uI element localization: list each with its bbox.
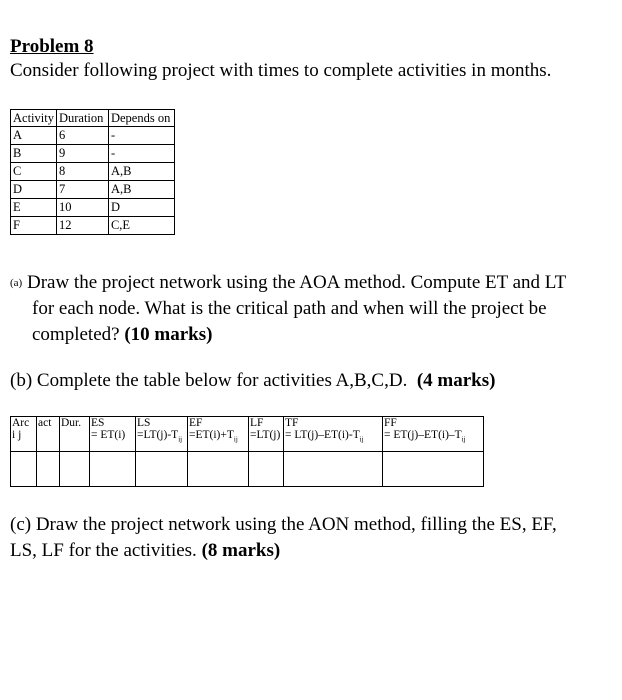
ls-formula-subscript: ij bbox=[178, 435, 183, 444]
header-act: act bbox=[37, 417, 60, 452]
depends-cell: - bbox=[108, 145, 174, 163]
part-a-label: (a) bbox=[10, 277, 23, 289]
empty-cell bbox=[136, 452, 188, 487]
depends-cell: C,E bbox=[108, 217, 174, 235]
part-a-line-1: Draw the project network using the AOA method. Compute ET and LT bbox=[26, 272, 567, 293]
schedule-table bbox=[10, 416, 484, 487]
empty-cell bbox=[90, 452, 136, 487]
duration-cell: 9 bbox=[56, 145, 108, 163]
schedule-empty-row bbox=[11, 452, 484, 487]
part-b-question bbox=[10, 368, 495, 394]
empty-cell bbox=[37, 452, 60, 487]
table-row bbox=[11, 217, 175, 235]
header-depends-on: Depends on bbox=[108, 110, 174, 127]
tf-formula: = LT(j)–ET(i)-T bbox=[285, 429, 360, 441]
header-tf bbox=[284, 417, 383, 452]
problem-title: Problem 8 bbox=[10, 36, 94, 57]
tf-label: TF bbox=[285, 417, 299, 429]
header-arc bbox=[11, 417, 37, 452]
ef-formula: =ET(i)+T bbox=[189, 429, 234, 441]
header-ff bbox=[383, 417, 484, 452]
depends-cell: - bbox=[108, 127, 174, 145]
es-formula: = ET(i) bbox=[91, 429, 126, 441]
table-row bbox=[11, 199, 175, 217]
lf-label: LF bbox=[250, 417, 264, 429]
table-row bbox=[11, 181, 175, 199]
part-a-question bbox=[10, 270, 610, 348]
es-label: ES bbox=[91, 417, 105, 429]
part-b-marks: (4 marks) bbox=[416, 370, 496, 391]
empty-cell bbox=[60, 452, 90, 487]
header-lf bbox=[249, 417, 284, 452]
ef-formula-subscript: ij bbox=[233, 435, 238, 444]
duration-cell: 12 bbox=[56, 217, 108, 235]
empty-cell bbox=[249, 452, 284, 487]
header-duration: Duration bbox=[56, 110, 108, 127]
table-row bbox=[11, 163, 175, 181]
ff-formula-subscript: ij bbox=[461, 435, 466, 444]
activity-cell: A bbox=[11, 127, 57, 145]
depends-cell: D bbox=[108, 199, 174, 217]
part-b-text: (b) Complete the table below for activities A,B,C,D. bbox=[10, 370, 408, 391]
part-c-marks: (8 marks) bbox=[201, 540, 281, 561]
ff-formula: = ET(j)–ET(i)–T bbox=[384, 429, 462, 441]
part-a-line-2: for each node. What is the critical path and when will the project be bbox=[32, 298, 547, 319]
duration-cell: 8 bbox=[56, 163, 108, 181]
header-ls bbox=[136, 417, 188, 452]
part-c-question bbox=[10, 512, 615, 564]
schedule-header-row bbox=[11, 417, 484, 452]
part-c-line-2: LS, LF for the activities. bbox=[10, 540, 197, 561]
table-row bbox=[11, 145, 175, 163]
duration-cell: 10 bbox=[56, 199, 108, 217]
header-dur: Dur. bbox=[60, 417, 90, 452]
activities-header-row bbox=[11, 110, 175, 127]
depends-cell: A,B bbox=[108, 163, 174, 181]
duration-cell: 7 bbox=[56, 181, 108, 199]
activity-cell: F bbox=[11, 217, 57, 235]
part-a-line-3-text: completed? bbox=[32, 324, 120, 345]
header-activity: Activity bbox=[11, 110, 57, 127]
empty-cell bbox=[11, 452, 37, 487]
tf-formula-subscript: ij bbox=[359, 435, 364, 444]
header-ef bbox=[188, 417, 249, 452]
activity-cell: E bbox=[11, 199, 57, 217]
empty-cell bbox=[284, 452, 383, 487]
activities-table bbox=[10, 109, 175, 235]
table-row bbox=[11, 127, 175, 145]
problem-intro: Consider following project with times to complete activities in months. bbox=[10, 60, 552, 81]
header-es bbox=[90, 417, 136, 452]
ff-label: FF bbox=[384, 417, 397, 429]
part-a-marks: (10 marks) bbox=[124, 324, 213, 345]
part-c-line-1: (c) Draw the project network using the AON method, filling the ES, EF, bbox=[10, 514, 557, 535]
activity-cell: B bbox=[11, 145, 57, 163]
duration-cell: 6 bbox=[56, 127, 108, 145]
lf-formula: =LT(j) bbox=[250, 429, 281, 441]
arc-sub-label: i j bbox=[12, 429, 22, 441]
empty-cell bbox=[383, 452, 484, 487]
ls-label: LS bbox=[137, 417, 151, 429]
ls-formula: =LT(j)-T bbox=[137, 429, 179, 441]
empty-cell bbox=[188, 452, 249, 487]
activity-cell: D bbox=[11, 181, 57, 199]
ef-label: EF bbox=[189, 417, 203, 429]
activity-cell: C bbox=[11, 163, 57, 181]
depends-cell: A,B bbox=[108, 181, 174, 199]
part-a-line-3 bbox=[10, 322, 610, 348]
arc-label: Arc bbox=[12, 417, 30, 429]
